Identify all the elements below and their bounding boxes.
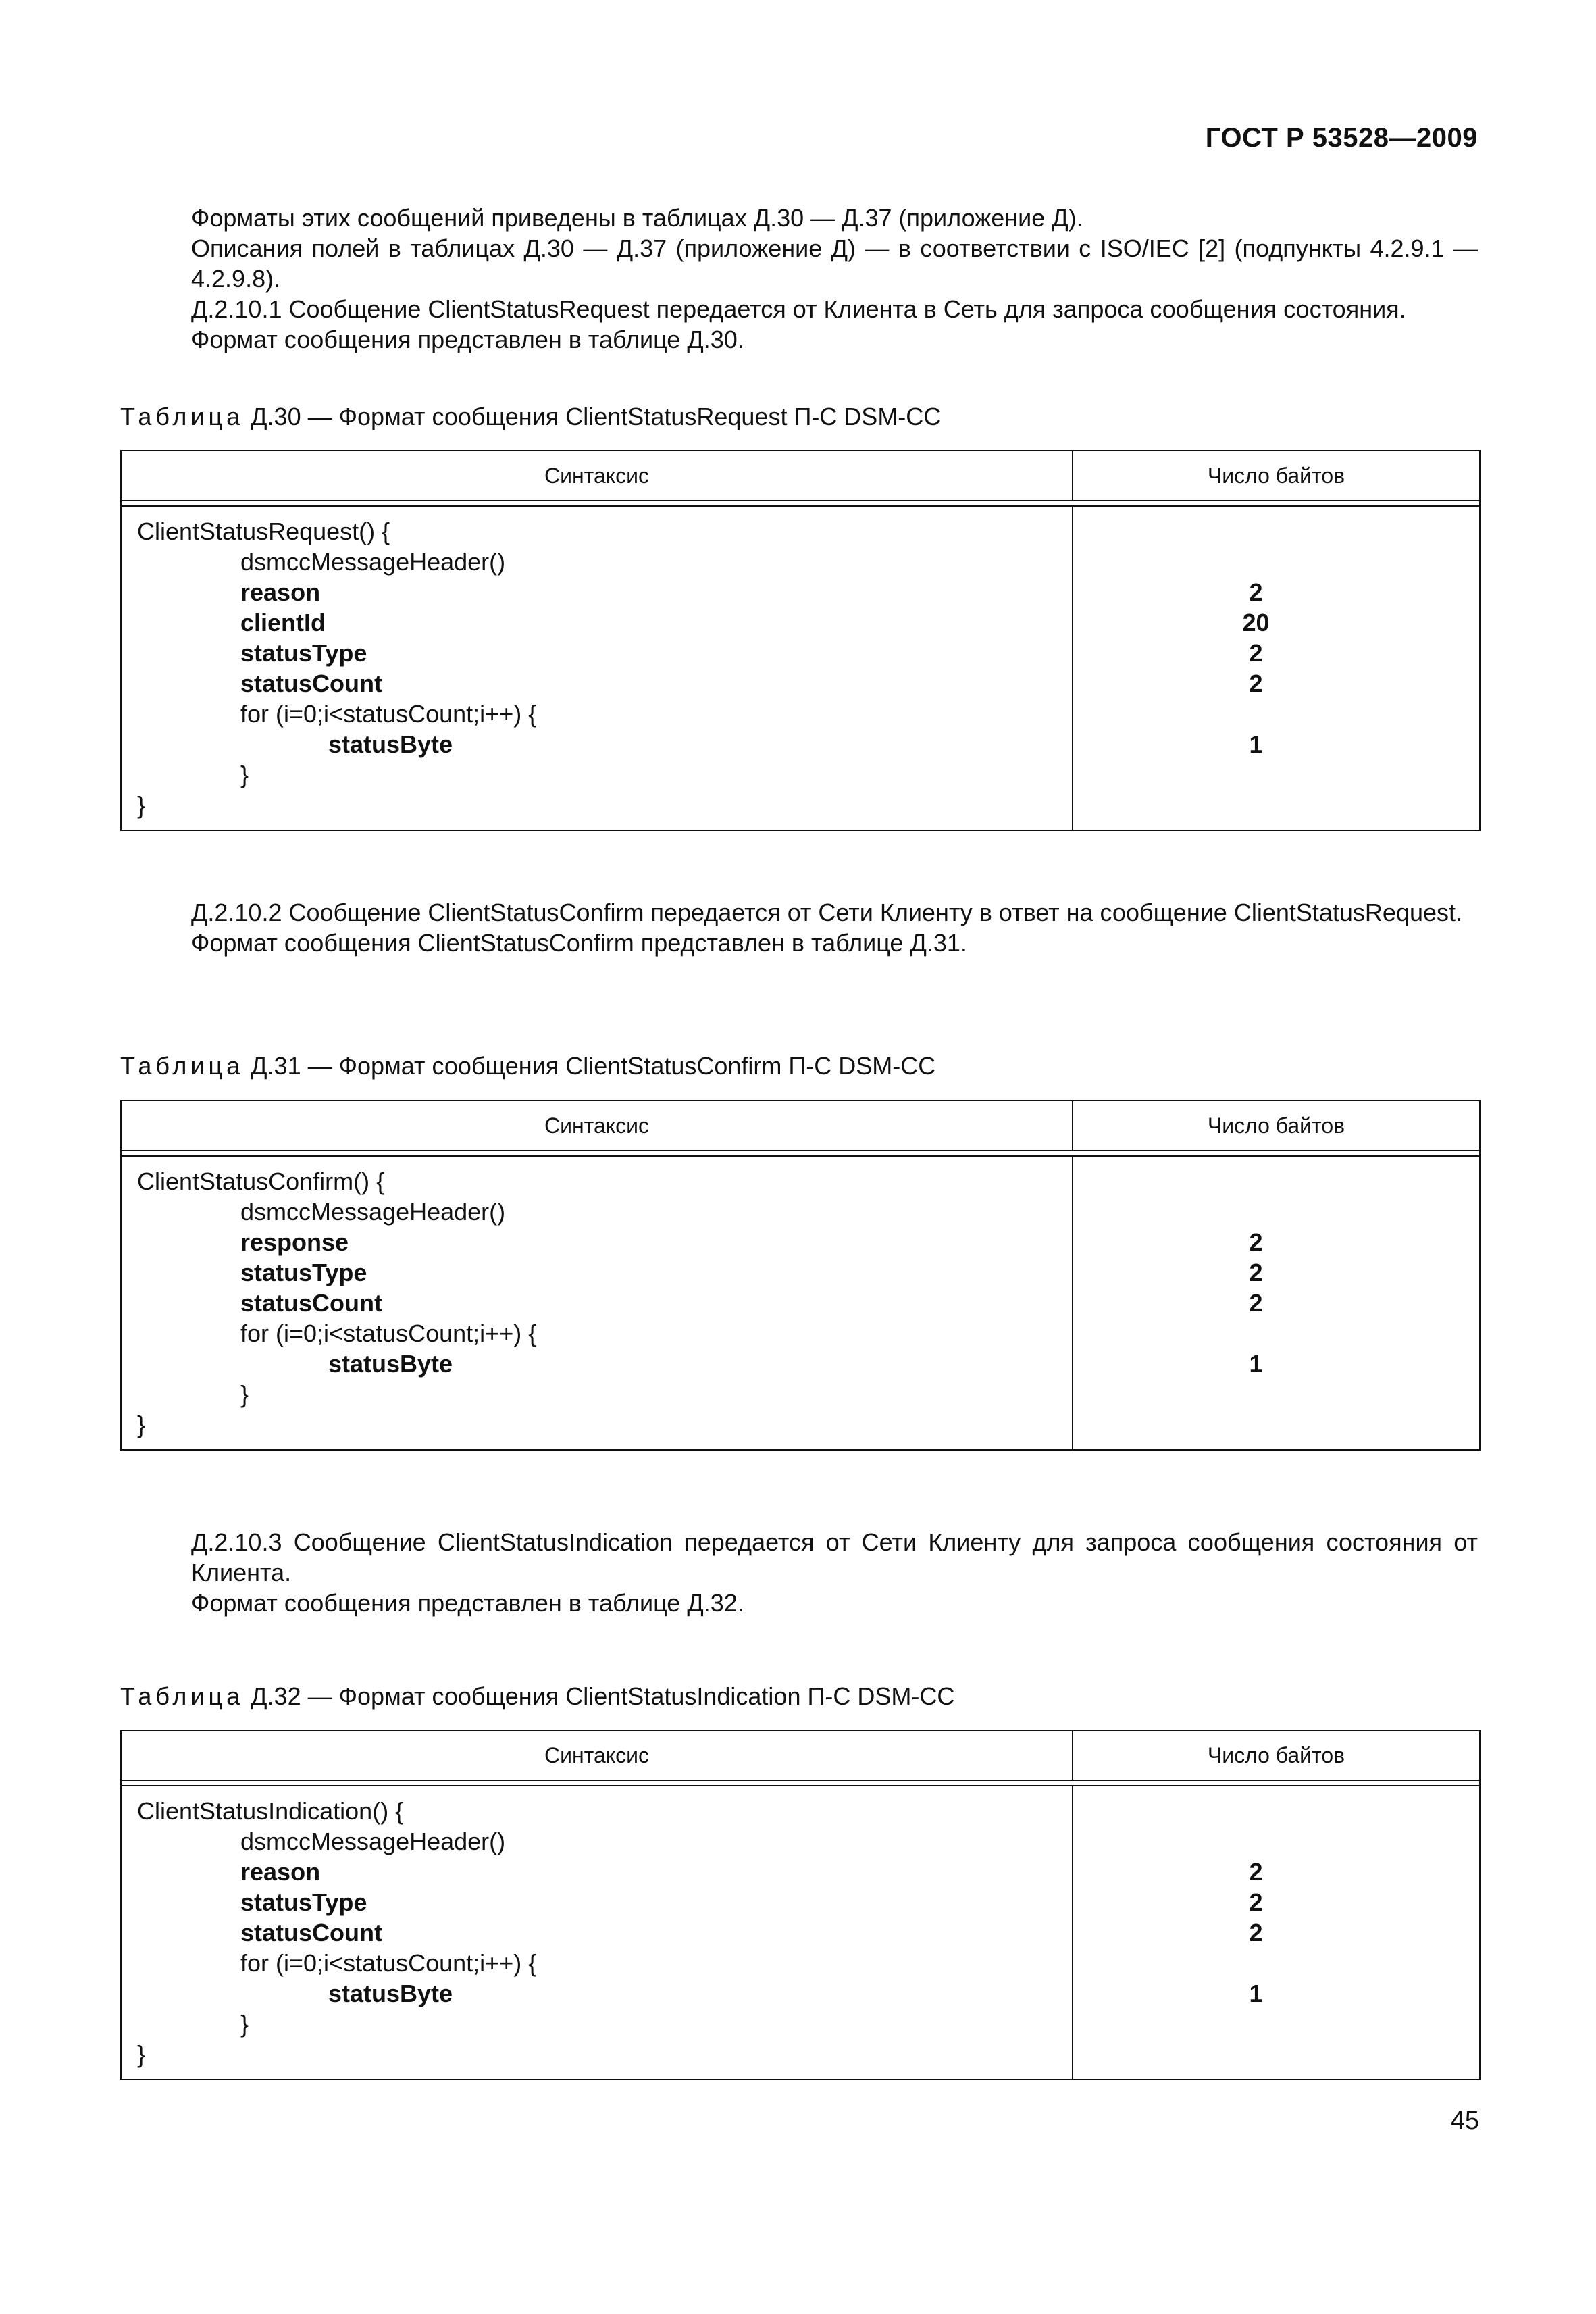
standard-header: ГОСТ Р 53528—2009 [1205, 123, 1478, 153]
syntax-line: } [240, 761, 249, 788]
syntax-line: for (i=0;i<statusCount;i++) { [240, 700, 537, 728]
byte-count: 2 [1249, 578, 1263, 606]
header-double-rule [122, 1151, 1479, 1157]
syntax-line: response [240, 1228, 349, 1256]
header-double-rule [122, 501, 1479, 507]
byte-count: 1 [1249, 730, 1263, 758]
syntax-line: statusType [240, 1259, 367, 1286]
syntax-line: } [240, 1380, 249, 1408]
table-header-row [122, 1731, 1479, 1781]
byte-count [1073, 1197, 1479, 1227]
byte-count [1073, 2039, 1479, 2069]
table-header-row [122, 1101, 1479, 1151]
byte-count [1073, 759, 1479, 790]
para-d2102 [120, 897, 1478, 958]
byte-count [1073, 2009, 1479, 2039]
syntax-line: } [137, 1411, 146, 1438]
table-header-row [122, 451, 1479, 501]
syntax-line: statusByte [328, 1350, 453, 1378]
syntax-line: dsmccMessageHeader() [240, 1198, 506, 1226]
table30 [120, 450, 1481, 831]
byte-count: 1 [1249, 1980, 1263, 2007]
para-d2103 [120, 1527, 1478, 1618]
byte-count: 2 [1249, 1228, 1263, 1256]
syntax-line: statusCount [240, 1919, 382, 1946]
syntax-line: dsmccMessageHeader() [240, 1828, 506, 1855]
intro-line-4: Формат сообщения представлен в таблице Д.30. [191, 326, 744, 353]
syntax-cell [122, 507, 1073, 830]
byte-count [1073, 1826, 1479, 1857]
syntax-line: reason [240, 1858, 321, 1886]
para3-line-2: Формат сообщения представлен в таблице Д.32. [191, 1589, 744, 1617]
para2-line-1: Д.2.10.2 Сообщение ClientStatusConfirm передается от Сети Клиенту в ответ на сообщение ClientStatusRequest. [191, 899, 1463, 926]
table30-caption [120, 403, 941, 431]
column-header-syntax: Синтаксис [122, 1731, 1073, 1780]
syntax-line: statusCount [240, 1289, 382, 1317]
table31-caption-text: Д.31 — Формат сообщения ClientStatusConfirm П-С DSM-CC [244, 1052, 936, 1080]
intro-line-3: Д.2.10.1 Сообщение ClientStatusRequest передается от Клиента в Сеть для запроса сообщения состояния. [191, 295, 1406, 323]
byte-count: 2 [1249, 1858, 1263, 1886]
table31 [120, 1100, 1481, 1451]
table32-caption-text: Д.32 — Формат сообщения ClientStatusIndication П-С DSM-CC [244, 1682, 955, 1710]
byte-count [1073, 1166, 1479, 1197]
table31-caption [120, 1052, 935, 1080]
header-double-rule [122, 1781, 1479, 1786]
table-body [122, 1786, 1479, 2079]
byte-count [1073, 1318, 1479, 1349]
intro-line-1: Форматы этих сообщений приведены в таблицах Д.30 — Д.37 (приложение Д). [191, 204, 1083, 232]
byte-count [1073, 1379, 1479, 1409]
column-header-bytes: Число байтов [1207, 1742, 1345, 1767]
byte-count [1073, 1409, 1479, 1440]
syntax-line: for (i=0;i<statusCount;i++) { [240, 1319, 537, 1347]
byte-count [1073, 790, 1479, 820]
table30-caption-prefix: Таблица [120, 403, 244, 430]
syntax-line: for (i=0;i<statusCount;i++) { [240, 1949, 537, 1977]
table31-caption-prefix: Таблица [120, 1052, 244, 1080]
syntax-line: } [240, 2010, 249, 2038]
column-header-bytes: Число байтов [1207, 463, 1345, 488]
syntax-cell [122, 1157, 1073, 1449]
byte-count: 2 [1249, 1259, 1263, 1286]
byte-count [1073, 699, 1479, 729]
syntax-cell [122, 1786, 1073, 2079]
syntax-line: statusByte [328, 730, 453, 758]
byte-count [1073, 516, 1479, 547]
byte-count: 2 [1249, 1919, 1263, 1946]
column-header-syntax: Синтаксис [122, 1101, 1073, 1150]
bytes-cell [1073, 1157, 1479, 1449]
para3-line-1: Д.2.10.3 Сообщение ClientStatusIndication передается от Сети Клиенту для запроса сообщения состояния от Клиента. [191, 1528, 1478, 1586]
byte-count [1073, 547, 1479, 577]
intro-paragraphs [120, 203, 1478, 355]
column-header-bytes: Число байтов [1207, 1113, 1345, 1138]
syntax-line: reason [240, 578, 321, 606]
bytes-cell [1073, 1786, 1479, 2079]
syntax-line: ClientStatusConfirm() { [137, 1167, 385, 1195]
byte-count: 2 [1249, 639, 1263, 667]
table32 [120, 1730, 1481, 2080]
byte-count: 2 [1249, 1289, 1263, 1317]
syntax-line: } [137, 2040, 146, 2068]
page-number: 45 [1450, 2107, 1479, 2135]
syntax-line: dsmccMessageHeader() [240, 548, 506, 576]
byte-count: 1 [1249, 1350, 1263, 1378]
byte-count: 2 [1249, 1888, 1263, 1916]
table32-caption [120, 1682, 954, 1711]
syntax-line: statusType [240, 1888, 367, 1916]
table32-caption-prefix: Таблица [120, 1682, 244, 1710]
column-header-syntax: Синтаксис [122, 451, 1073, 500]
byte-count [1073, 1796, 1479, 1826]
byte-count: 2 [1249, 670, 1263, 697]
table-body [122, 1157, 1479, 1449]
byte-count: 20 [1242, 609, 1270, 636]
syntax-line: clientId [240, 609, 326, 636]
bytes-cell [1073, 507, 1479, 830]
syntax-line: statusCount [240, 670, 382, 697]
byte-count [1073, 1948, 1479, 1978]
para2-line-2: Формат сообщения ClientStatusConfirm представлен в таблице Д.31. [191, 929, 967, 957]
syntax-line: statusByte [328, 1980, 453, 2007]
table30-caption-text: Д.30 — Формат сообщения ClientStatusRequest П-С DSM-CC [244, 403, 942, 430]
syntax-line: } [137, 791, 146, 819]
syntax-line: ClientStatusRequest() { [137, 518, 390, 545]
syntax-line: ClientStatusIndication() { [137, 1797, 404, 1825]
syntax-line: statusType [240, 639, 367, 667]
table-body [122, 507, 1479, 830]
intro-line-2: Описания полей в таблицах Д.30 — Д.37 (приложение Д) — в соответствии с ISO/IEC [2] (подпункты 4.2.9.1 — 4.2.9.8). [191, 234, 1478, 293]
